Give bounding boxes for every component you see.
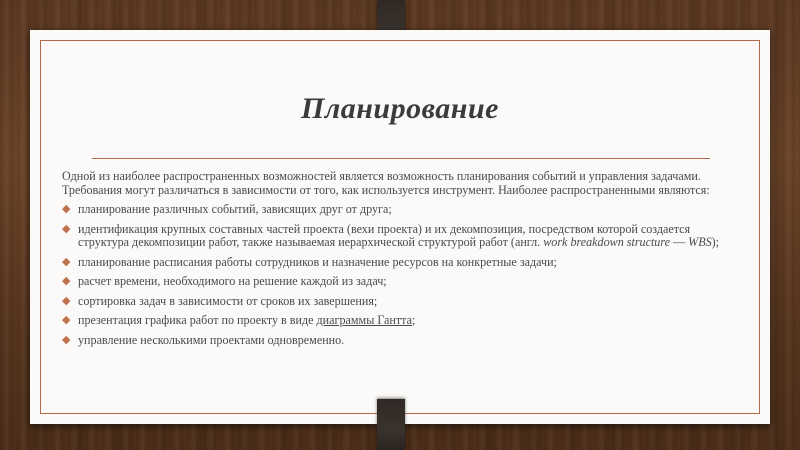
list-item [62, 314, 730, 328]
wbs-abbreviation: WBS [688, 235, 712, 249]
list-item-text: презентация графика работ по проекту в виде [78, 313, 317, 327]
diamond-bullet-icon: ◆ [62, 333, 71, 346]
list-item [62, 295, 730, 309]
slide-body [62, 170, 730, 353]
list-item [62, 256, 730, 270]
bullet-list [62, 203, 730, 347]
intro-paragraph: Одной из наиболее распространенных возможностей является возможность планирования событий и управления задачами. Требования могут различаться в зависимости от того, как используется инструмент. Наиболее распространенными являются: [62, 169, 710, 197]
list-item [62, 275, 730, 289]
diamond-bullet-icon: ◆ [62, 314, 71, 326]
diamond-bullet-icon: ◆ [62, 222, 71, 235]
em-dash: — [669, 235, 689, 249]
list-item-text-end: ); [711, 235, 720, 249]
list-item [62, 203, 730, 217]
binder-clip-bottom [377, 399, 405, 450]
list-item [62, 223, 730, 250]
list-item-text: сортировка задач в зависимости от сроков их завершения; [78, 293, 378, 308]
slide-title: Планирование [301, 92, 499, 125]
list-item-text: планирование расписания работы сотрудников и назначение ресурсов на конкретные задачи; [78, 254, 557, 269]
list-item-text: идентификация крупных составных частей проекта (вехи проекта) и их декомпозиция, посредством которой создается структура декомпозиции работ, также называемая иерархической структурой работ (англ. [78, 221, 691, 249]
wbs-english-term: work breakdown structure [543, 235, 670, 249]
gantt-chart-link[interactable]: диаграммы Гантта [316, 313, 412, 327]
list-item [62, 334, 730, 348]
title-divider [92, 158, 710, 159]
diamond-bullet-icon: ◆ [62, 275, 71, 287]
list-item-text: управление несколькими проектами одновременно. [78, 332, 345, 347]
diamond-bullet-icon: ◆ [62, 203, 71, 215]
list-item-text: расчет времени, необходимого на решение каждой из задач; [78, 274, 387, 288]
list-item-text: планирование различных событий, зависящих друг от друга; [78, 202, 392, 216]
diamond-bullet-icon: ◆ [62, 255, 71, 268]
list-item-text-end: ; [411, 313, 416, 327]
diamond-bullet-icon: ◆ [62, 294, 71, 307]
